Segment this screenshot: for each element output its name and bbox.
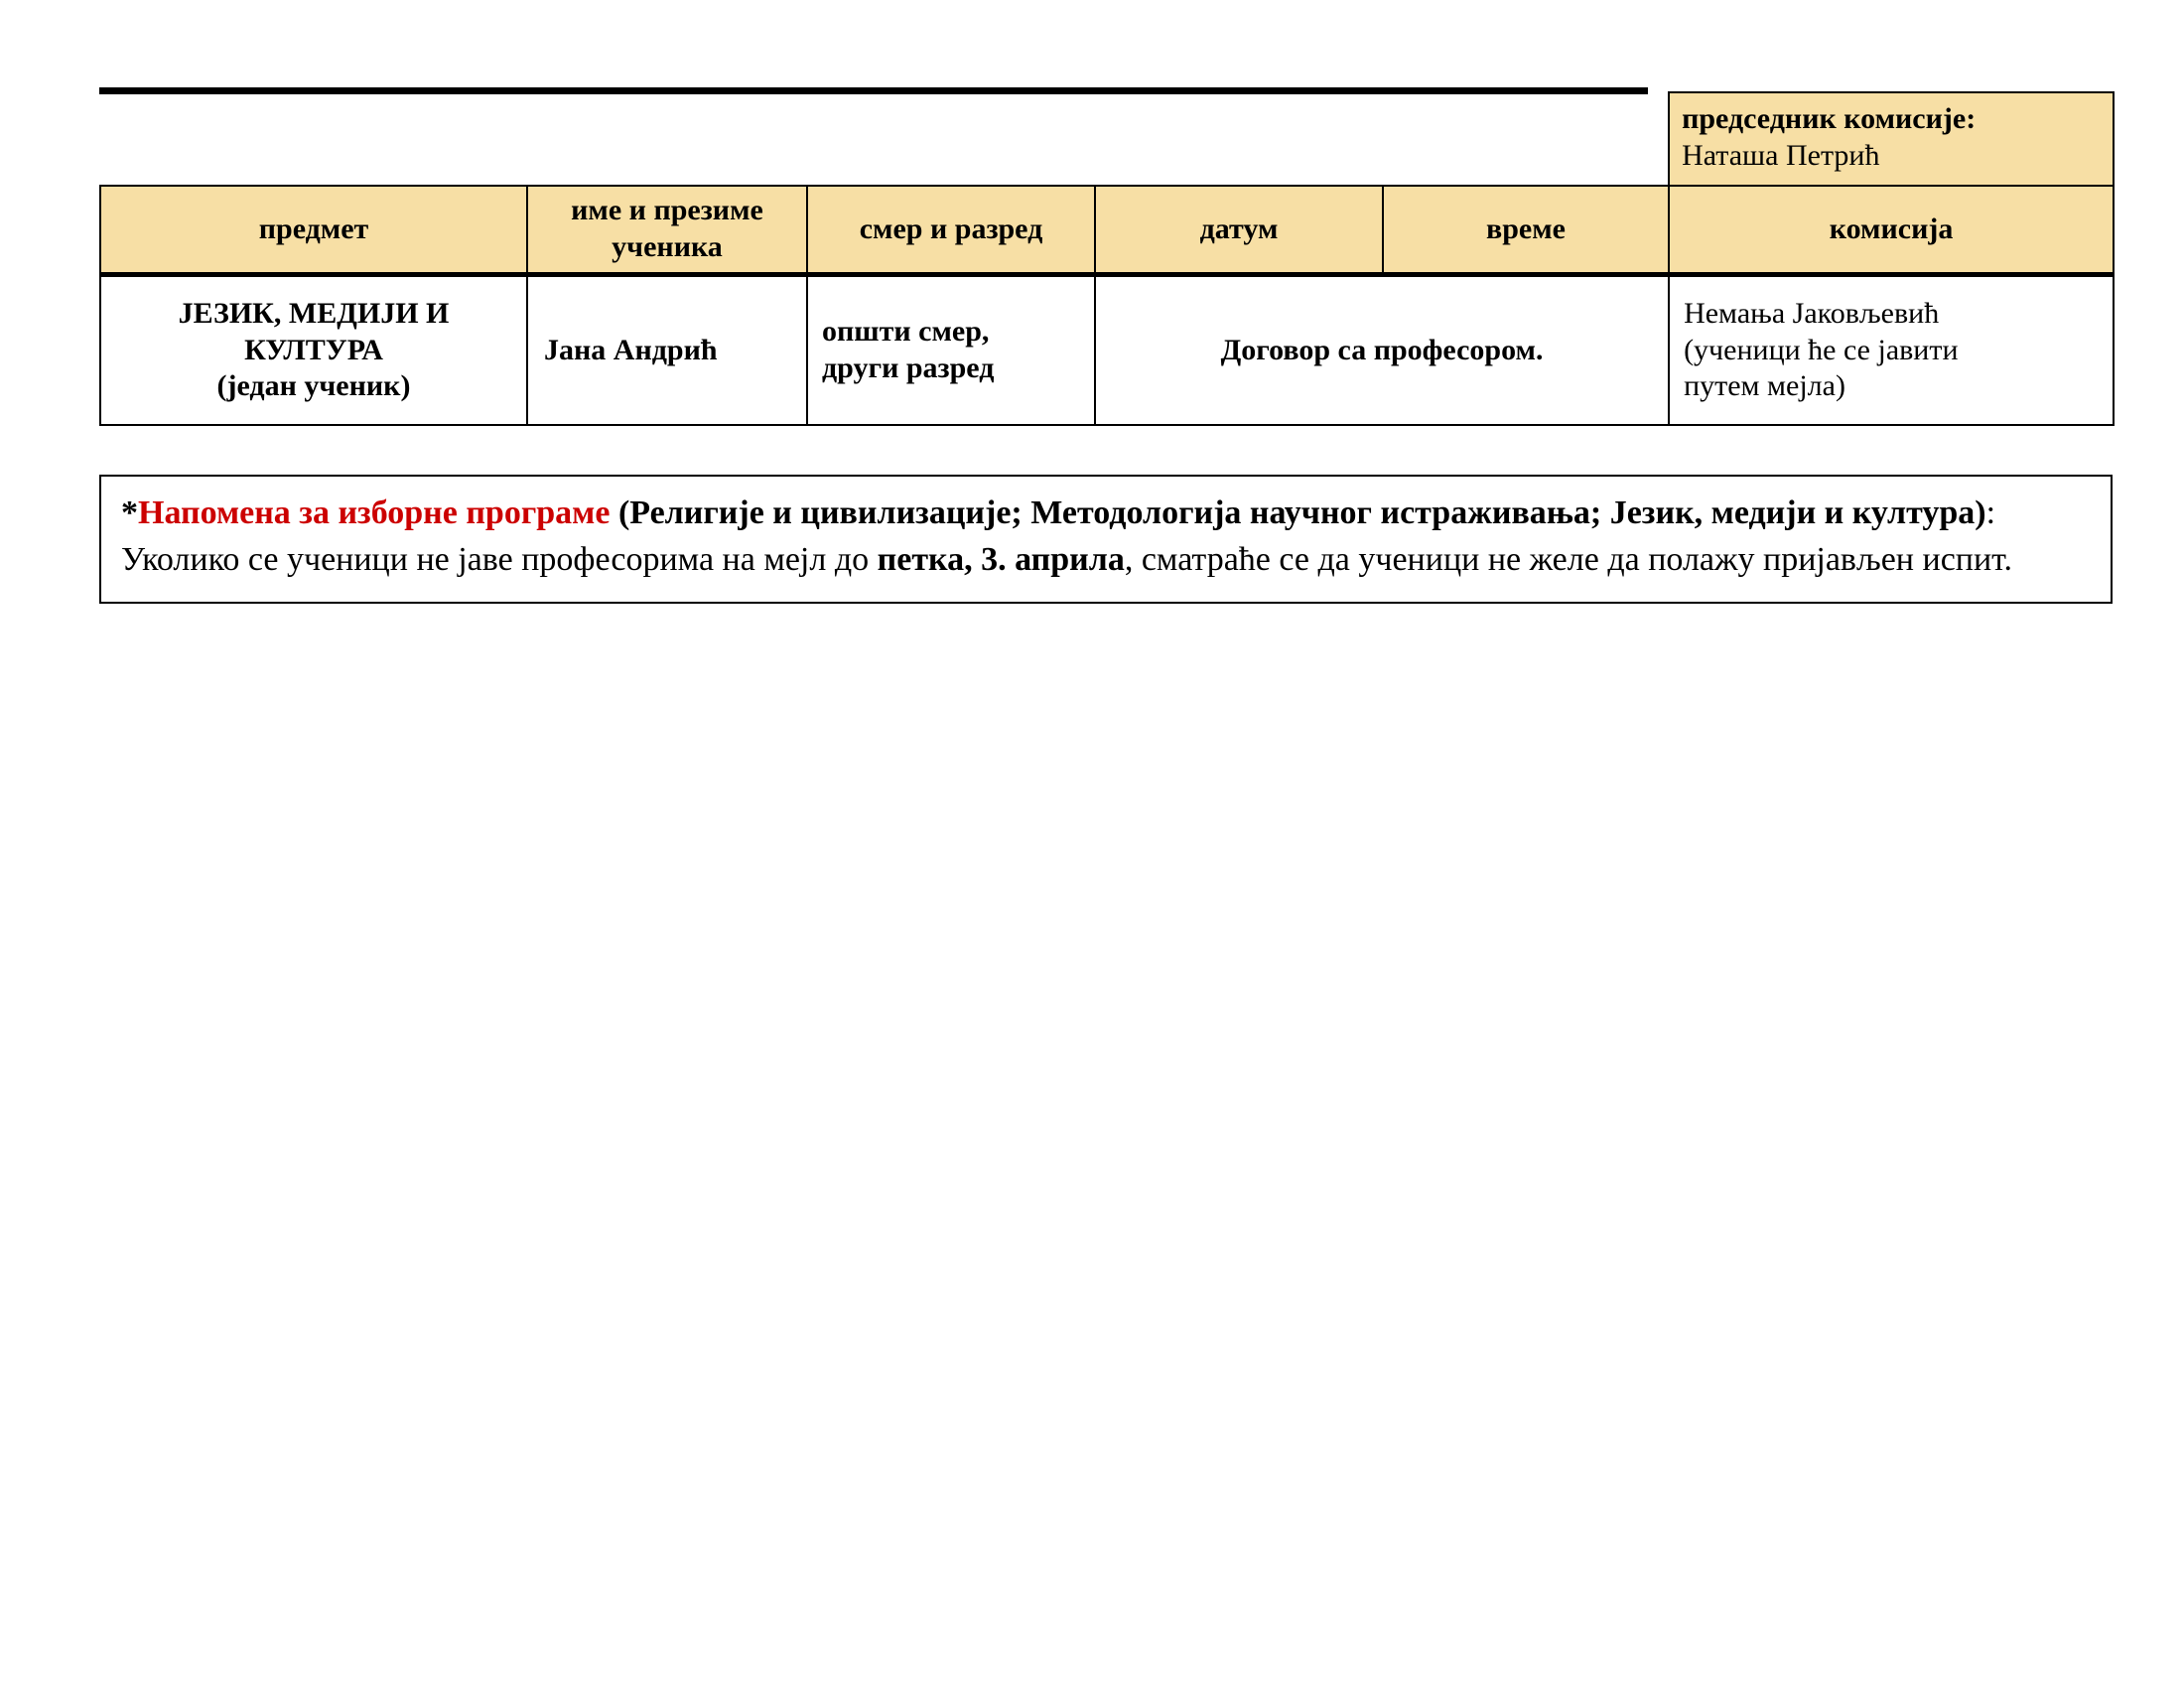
cell-student: Јана Андрић	[527, 275, 807, 426]
chair-label: председник комисије:	[1682, 102, 1977, 136]
class-line-2: други разред	[822, 352, 995, 384]
note-star: *	[121, 494, 138, 531]
note-box	[99, 475, 2113, 604]
header-class: смер и разред	[807, 186, 1095, 275]
header-date: датум	[1095, 186, 1383, 275]
chair-row	[100, 92, 2114, 186]
cell-subject	[100, 275, 527, 426]
header-student: име и презиме ученика	[527, 186, 807, 275]
note-text-part-1: : Уколико се ученици не јаве професорима на мејл до	[121, 494, 1996, 578]
schedule-table-container	[99, 91, 2113, 426]
subject-name: ЈЕЗИК, МЕДИЈИ И КУЛТУРА	[178, 297, 450, 366]
note-subjects: (Религије и цивилизације; Методологија научног истраживања; Језик, медији и култура)	[610, 494, 1986, 531]
class-line-1: општи смер,	[822, 315, 990, 349]
chair-cell	[1669, 92, 2114, 186]
table-header-row	[100, 186, 2114, 275]
cell-commission	[1669, 275, 2114, 426]
commission-line-1: Немања Јаковљевић	[1684, 297, 1940, 331]
exam-schedule-table	[99, 91, 2115, 426]
chair-blank-cell	[100, 92, 1669, 186]
note-title: Напомена за изборне програме	[138, 494, 611, 531]
chair-name: Наташа Петрић	[1682, 139, 1880, 172]
header-subject: предмет	[100, 186, 527, 275]
header-commission: комисија	[1669, 186, 2114, 275]
header-time: време	[1383, 186, 1669, 275]
commission-line-2: (ученици ће се јавити	[1684, 333, 1959, 366]
cell-class	[807, 275, 1095, 426]
note-text-part-2: , сматраће се да ученици не желе да полажу пријављен испит.	[1124, 540, 2012, 578]
note-deadline: петка, 3. априла	[877, 540, 1125, 578]
subject-note: (један ученик)	[216, 369, 411, 403]
commission-line-3: путем мејла)	[1684, 369, 1845, 403]
cell-datetime: Договор са професором.	[1095, 275, 1669, 426]
table-row	[100, 275, 2114, 426]
